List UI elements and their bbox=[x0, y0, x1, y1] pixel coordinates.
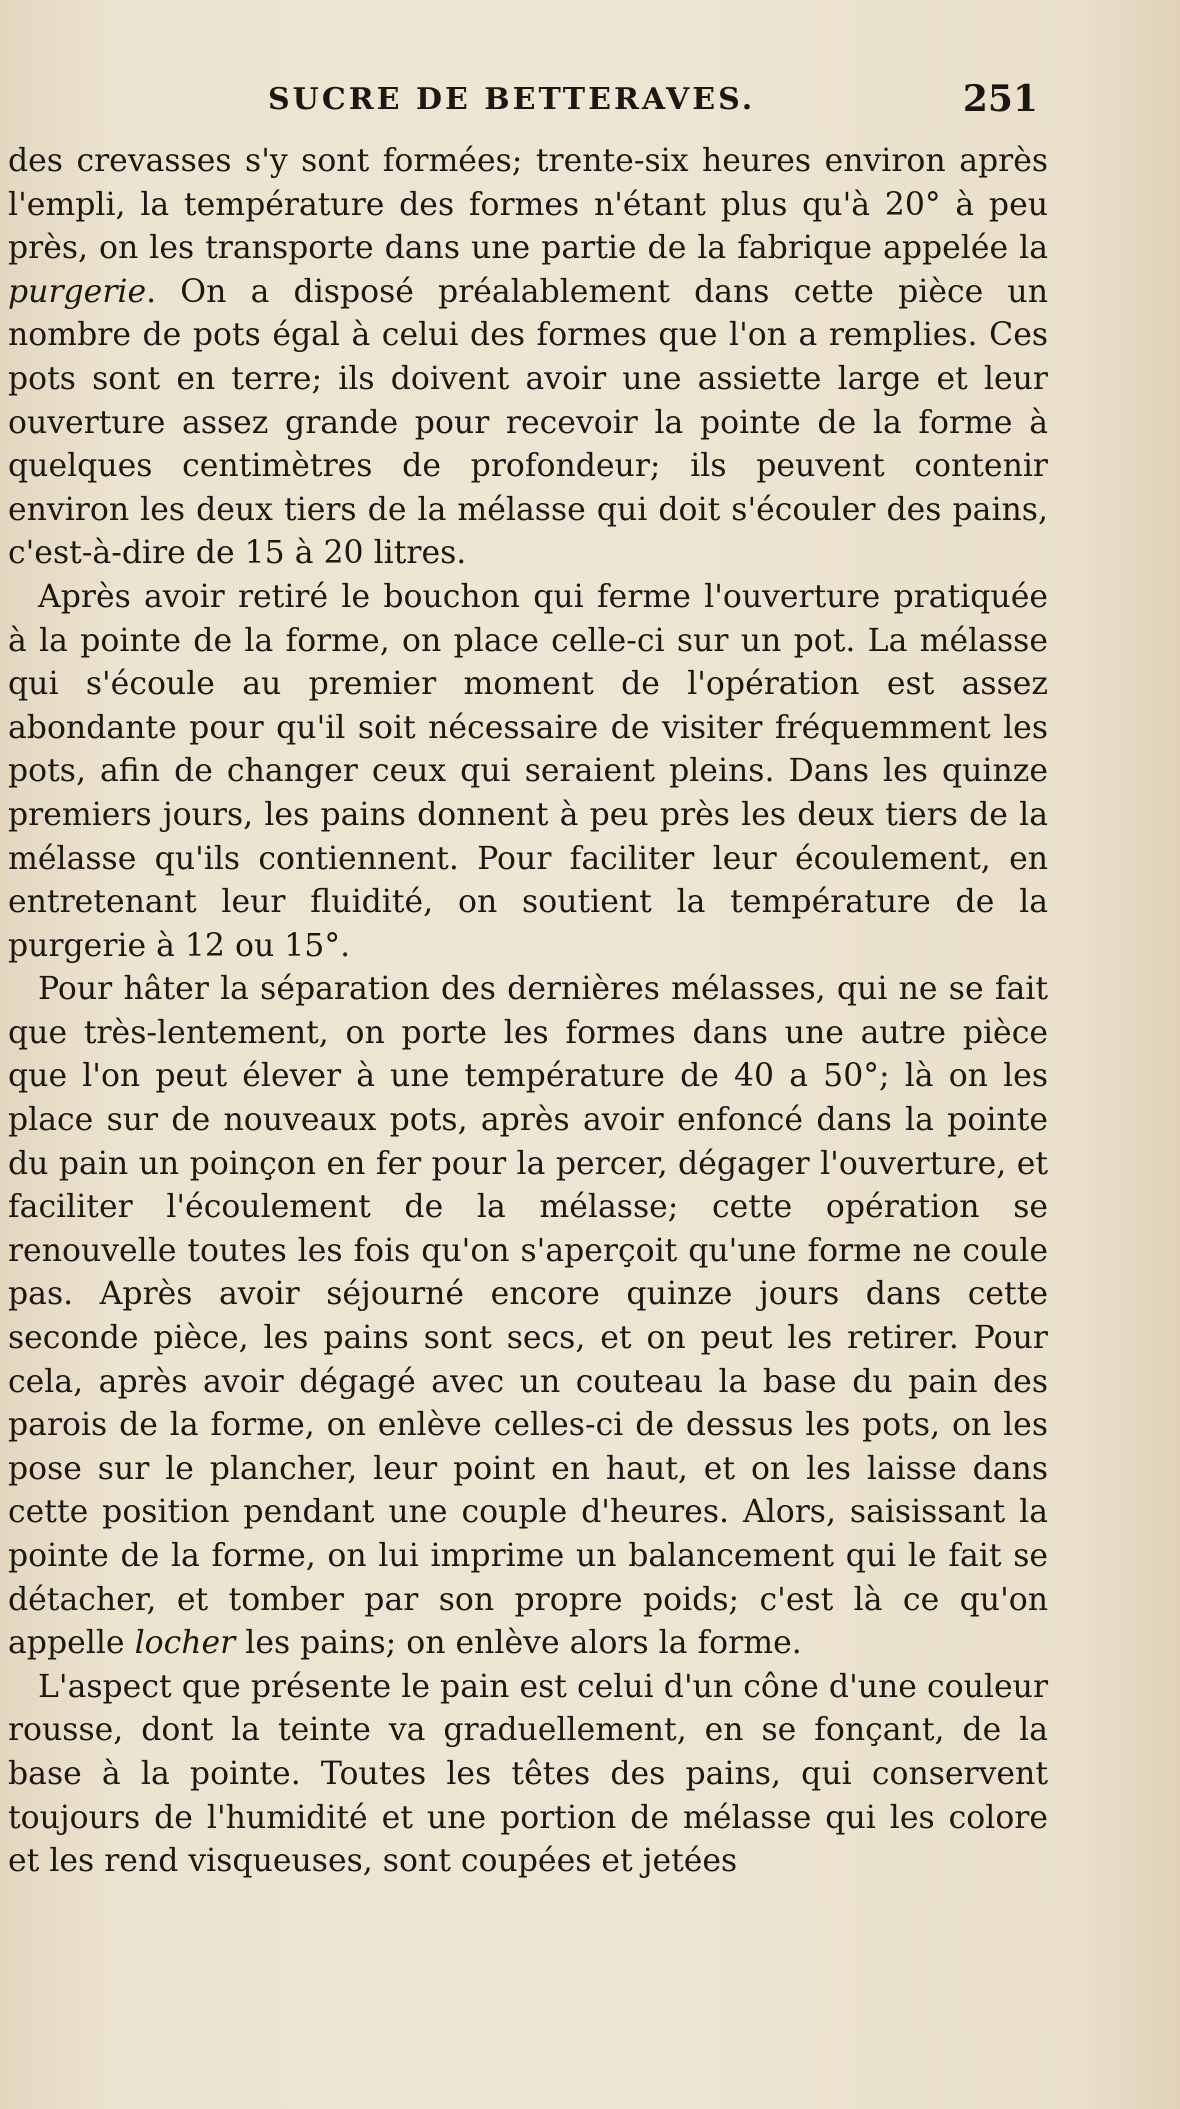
paragraph-2: Après avoir retiré le bouchon qui ferme l'ouverture pratiquée à la pointe de la forme, on place celle-ci sur un pot. La mélasse qui s'écoule au premier moment de l'opération est assez abondante pour qu'il soit nécessaire de visiter fréquemment les pots, afin de changer ceux qui seraient pleins. Dans les quinze premiers jours, les pains donnent à peu près les deux tiers de la mélasse qu'ils contiennent. Pour faciliter leur écoulement, en entretenant leur fluidité, on soutient la température de la purgerie à 12 ou 15°. bbox=[8, 578, 1048, 964]
paragraph-1-italic-term: purgerie bbox=[8, 273, 147, 310]
paragraph-1 bbox=[8, 140, 1048, 576]
paragraph-3-text-a: Pour hâter la séparation des dernières mélasses, qui ne se fait que très-lentement, on porte les formes dans une autre pièce que l'on peut élever à une température de 40 a 50°; là on les place sur de nouveaux pots, après avoir enfoncé dans la pointe du pain un poinçon en fer pour la percer, dégager l'ouverture, et faciliter l'écoulement de la mélasse; cette opération se renouvelle toutes les fois qu'on s'aperçoit qu'une forme ne coule pas. Après avoir séjourné encore quinze jours dans cette seconde pièce, les pains sont secs, et on peut les retirer. Pour cela, après avoir dégagé avec un couteau la base du pain des parois de la forme, on enlève celles-ci de dessus les pots, on les pose sur le plancher, leur point en haut, et on les laisse dans cette position pendant une couple d'heures. Alors, saisissant la pointe de la forme, on lui imprime un balancement qui le fait se détacher, et tomber par son propre poids; c'est là ce qu'on appelle bbox=[8, 971, 1048, 1662]
paragraph-3-text-b: les pains; on enlève alors la forme. bbox=[235, 1625, 802, 1662]
running-title: SUCRE DE BETTERAVES. bbox=[268, 82, 756, 117]
page-header bbox=[268, 78, 1038, 126]
page-number: 251 bbox=[962, 78, 1038, 120]
paragraph-4: L'aspect que présente le pain est celui d'un cône d'une couleur rousse, dont la teinte va graduellement, en se fonçant, de la base à la pointe. Toutes les têtes des pains, qui conservent toujours de l'humidité et une portion de mélasse qui les colore et les rend visqueuses, sont coupées et jetées bbox=[8, 1668, 1048, 1880]
paragraph-1-text-b: . On a disposé préalablement dans cette pièce un nombre de pots égal à celui des formes que l'on a remplies. Ces pots sont en terre; ils doivent avoir une assiette large et leur ouverture assez grande pour recevoir la pointe de la forme à quelques centimètres de profondeur; ils peuvent contenir environ les deux tiers de la mélasse qui doit s'écouler des pains, c'est-à-dire de 15 à 20 litres. bbox=[8, 273, 1048, 572]
paragraph-3-italic-term: locher bbox=[134, 1625, 236, 1662]
paragraph-3 bbox=[8, 968, 1048, 1666]
body-text bbox=[8, 140, 1048, 1884]
paragraph-1-text-a: des crevasses s'y sont formées; trente-six heures environ après l'empli, la température des formes n'étant plus qu'à 20° à peu près, on les transporte dans une partie de la fabrique appelée la bbox=[8, 143, 1048, 267]
